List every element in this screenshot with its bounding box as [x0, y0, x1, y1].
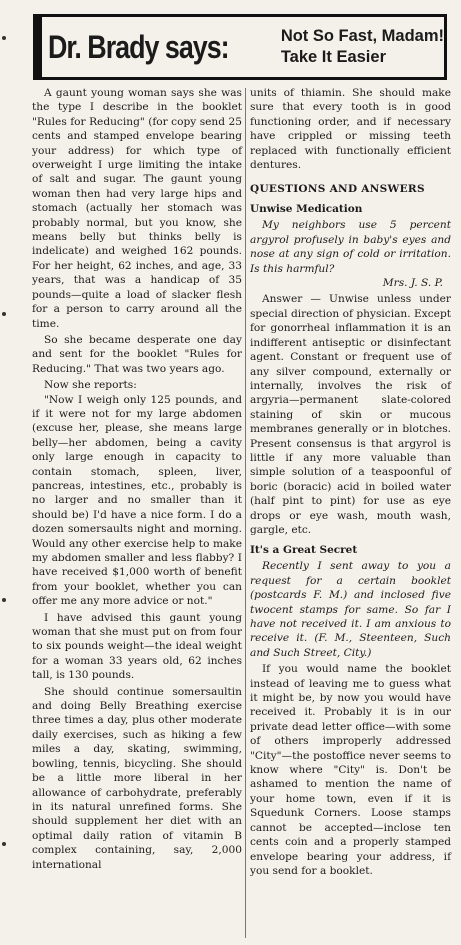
paragraph: units of thiamin. She should make sure that every tooth is in good functioning order, and if necessary have crippled or missing teeth replaced with functionally efficient dentures.: [250, 87, 451, 172]
paragraph: So she became desperate one day and sent for the booklet "Rules for Reducing." That was two years ago.: [32, 333, 242, 375]
question-text: My neighbors use 5 percent argyrol profusely in baby's eyes and nose at any sign of cold or irritation. Is this harmful?: [250, 219, 451, 275]
headline-line-2: Take It Easier: [280, 48, 386, 66]
header-bar: [36, 17, 42, 77]
qa-heading: QUESTIONS AND ANSWERS: [250, 183, 425, 196]
answer-text: If you would name the booklet instead of leaving me to guess what it might be, by now you would have received it. Probably it is in our private dead letter office—with some of others improperly addressed "City"—the postoffice never seems to know where "City" is. Don't be ashamed to mention the name of your home town, even if it is Squedunk Corners. Loose stamps cannot be accepted—inclose ten cents coin and a properly stamped envelope bearing your address, if you send for a booklet.: [250, 663, 451, 877]
column-header: [33, 14, 447, 80]
margin-mark: [2, 842, 6, 846]
question-heading: Unwise Medication: [250, 203, 363, 216]
margin-mark: [2, 598, 6, 602]
headline-line-1: Not So Fast, Madam!: [280, 27, 444, 45]
article-column-2: [250, 86, 451, 878]
question-signature: Mrs. J. S. P.: [382, 277, 443, 290]
column-title: Dr. Brady says:: [47, 28, 229, 65]
article-column-1: [32, 86, 242, 872]
margin-mark: [2, 36, 6, 40]
headline-deck: [281, 26, 444, 68]
margin-mark: [2, 312, 6, 316]
paragraph: I have advised this gaunt young woman that she must put on from four to six pounds weight—the ideal weight for a woman 33 years old, 62 inches tall, is 130 pounds.: [32, 611, 242, 682]
paragraph: She should continue somersaultin and doing Belly Breathing exercise three times a day, plus other moderate daily exercises, such as hiking a few miles a day, skating, swimming, bowling, tennis, bicycling. She should be a little more liberal in her allowance of carbohydrate, preferably in its natural unrefined forms. She should supplement her diet with an optimal daily ration of vitamin B complex containing, say, 2,000 international: [32, 685, 242, 871]
answer-text: Answer — Unwise unless under special direction of physician. Except for gonorrheal inflammation it is an indifferent antiseptic or disinfectant agent. Constant or frequent use of any silver compound, externally or internally, involves the risk of argyria—permanent slate-colored staining of skin or mucous membranes generally or in blotches. Present consensus is that argyrol is little if any more valuable than simple solution of a teaspoonful of boric (boracic) acid in boiled water (half pint to pint) for use as eye drops or eye wash, mouth wash, gargle, etc.: [250, 293, 451, 536]
paragraph: "Now I weigh only 125 pounds, and if it were not for my large abdomen (excuse her, please, she means large belly—her abdomen, being a cavity only large enough in capacity to contain stomach, spleen, liver, pancreas, intestines, etc., probably is no larger and no smaller than it should be) I'd have a nice form. I do a dozen somersaults night and morning. Would any other exercise help to make my abdomen smaller and less flabby? I have received $1,000 worth of benefit from your booklet, whether you can offer me any more advice or not.": [32, 393, 242, 608]
question-heading: It's a Great Secret: [250, 544, 358, 557]
question-text: Recently I sent away to you a request for a certain booklet (postcards F. M.) and inclosed five twocent stamps for same. So far I have not received it. I am anxious to receive it. (F. M., Steenteen, Such and Such Street, City.): [250, 560, 451, 659]
paragraph: Now she reports:: [44, 379, 137, 392]
column-divider: [245, 88, 246, 938]
paragraph: A gaunt young woman says she was the type I describe in the booklet "Rules for Reducing" (for copy send 25 cents and stamped envelope bearing your address) for which type of overweight I urge limiting the intake of salt and sugar. The gaunt young woman then had very large hips and stomach (actually her stomach was probably normal, but you know, she means belly but thinks belly is indelicate) and weighed 162 pounds. For her height, 62 inches, and age, 33 years, that was a handicap of 35 pounds—quite a load of slacker flesh for a person to carry around all the time.: [32, 87, 242, 330]
